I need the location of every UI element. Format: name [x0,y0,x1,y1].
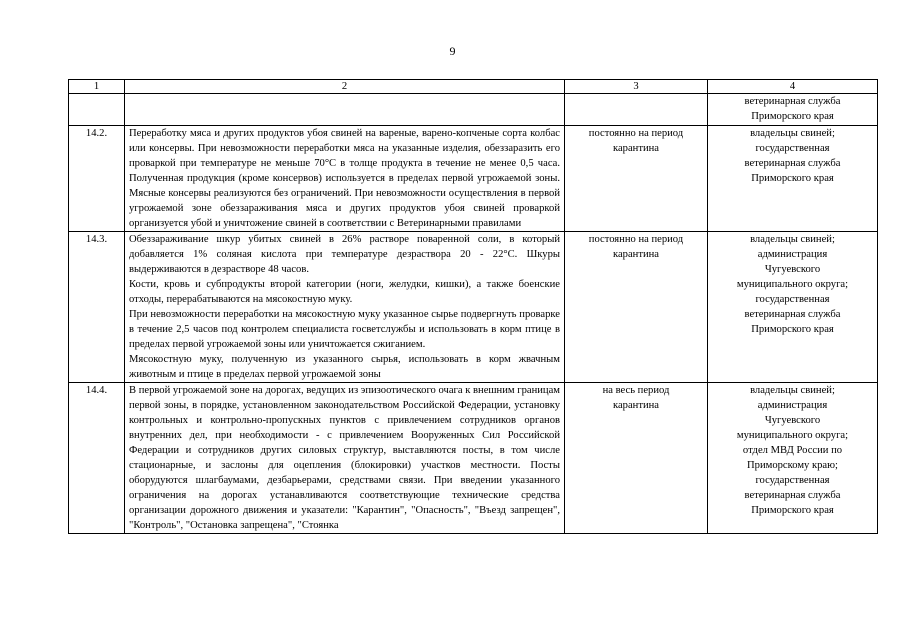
header-cell-1: 1 [69,80,125,94]
row-number: 14.2. [69,126,125,232]
row-text [125,232,565,383]
responsible-line: ветеринарная служба [744,309,841,320]
header-cell-2: 2 [125,80,565,94]
responsible-line: ветеринарная служба [744,490,841,501]
term-line: постоянно на период [588,234,684,245]
row-number [69,94,125,126]
table-row-14-4 [69,383,878,534]
text-paragraph: Переработку мяса и других продуктов убоя свиней на вареные, варено-копченые сорта колбас или консервы. При невозможности переработки мяса на указанные изделия, обеззаразить его проваркой при температуре не меньше 70°С в толще продукта в течение не менее 0,5 часа. Полученная продукция (кроме консервов) используется в пределах первой угрожаемой зоны. Мясные консервы реализуются без ограничений. При невозможности осуществления в первой угрожаемой зоне обеззараживания мяса и других продуктов убоя свиней проваркой организуется убой и уничтожение свиней в соответствии с Ветеринарными правилами [129,128,560,229]
text-paragraph: В первой угрожаемой зоне на дорогах, ведущих из эпизоотического очага к внешним границам первой зоны, в порядке, установленном законодательством Российской Федерации, установку контрольных и контрольно-пропускных пунктов с привлечением сотрудников органов внутренних дел, при необходимости - с привлечением Вооруженных Сил Российской Федерации и сотрудников других силовых структур, выставляются посты, в том числе стационарные, и заслоны для оцепления (блокировки) участков местности. Посты оборудуются шлагбаумами, дезбарьерами, средствами связи. При введении указанного ограничения на дорогах устанавливаются соответствующие технические средства организации дорожного движения и указатели: "Карантин", "Опасность", "Въезд запрещен", "Контроль", "Остановка запрещена", "Стоянка [129,385,560,531]
row-responsible [708,383,878,534]
table-row-14-3 [69,232,878,383]
table-header-row [69,80,878,94]
text-paragraph: При невозможности переработки на мясокостную муку указанное сырье подвергнуть проварке в течение 2,5 часов под контролем специалиста госветслужбы и использовать в корм птице в пределах первой угрожаемой зоны или уничтожается сжиганием. [129,309,560,350]
responsible-line: Приморского края [751,324,834,335]
term-line: карантина [612,249,660,260]
responsible-line: ветеринарная служба [744,158,841,169]
row-text [125,94,565,126]
term-line: карантина [612,143,660,154]
responsible-line: Приморского края [751,111,834,122]
responsible-line: владельцы свиней; [750,234,835,245]
responsible-line: отдел МВД России по [742,445,843,456]
responsible-line: владельцы свиней; [750,128,835,139]
row-responsible [708,94,878,126]
row-term [565,383,708,534]
page-number: 9 [449,44,456,58]
responsible-line: владельцы свиней; [750,385,835,396]
responsible-line: администрация [757,249,828,260]
row-term [565,126,708,232]
text-paragraph: Мясокостную муку, полученную из указанного сырья, использовать в корм жвачным животным и птице в пределах первой угрожаемой зоны [129,354,560,380]
responsible-line: администрация [757,400,828,411]
responsible-line: муниципального округа; [736,430,849,441]
row-number: 14.3. [69,232,125,383]
responsible-line: ветеринарная служба [744,96,841,107]
responsible-line: Чугуевского [764,264,821,275]
text-paragraph: Обеззараживание шкур убитых свиней в 26% растворе поваренной соли, в который добавляется 1% соляная кислота при температуре дезраствора 20 - 22°С. Шкуры выдерживаются в дезрастворе 48 часов. [129,234,560,275]
term-line: постоянно на период [588,128,684,139]
responsible-line: муниципального округа; [736,279,849,290]
responsible-line: Приморского края [751,173,834,184]
row-text [125,126,565,232]
term-line: карантина [612,400,660,411]
row-responsible [708,126,878,232]
row-term [565,232,708,383]
row-number: 14.4. [69,383,125,534]
responsible-line: Чугуевского [764,415,821,426]
measures-table [68,79,878,534]
table-row-continuation [69,94,878,126]
row-term [565,94,708,126]
responsible-line: Приморскому краю; [747,460,838,471]
term-line: на весь период [602,385,670,396]
header-cell-3: 3 [565,80,708,94]
header-cell-4: 4 [708,80,878,94]
responsible-line: Приморского края [751,505,834,516]
row-responsible [708,232,878,383]
text-paragraph: Кости, кровь и субпродукты второй категории (ноги, желудки, кишки), а также боенские отходы, перерабатываются на мясокостную муку. [129,279,560,305]
table-row-14-2 [69,126,878,232]
responsible-line: государственная [755,294,830,305]
responsible-line: государственная [755,475,830,486]
row-text [125,383,565,534]
responsible-line: государственная [755,143,830,154]
